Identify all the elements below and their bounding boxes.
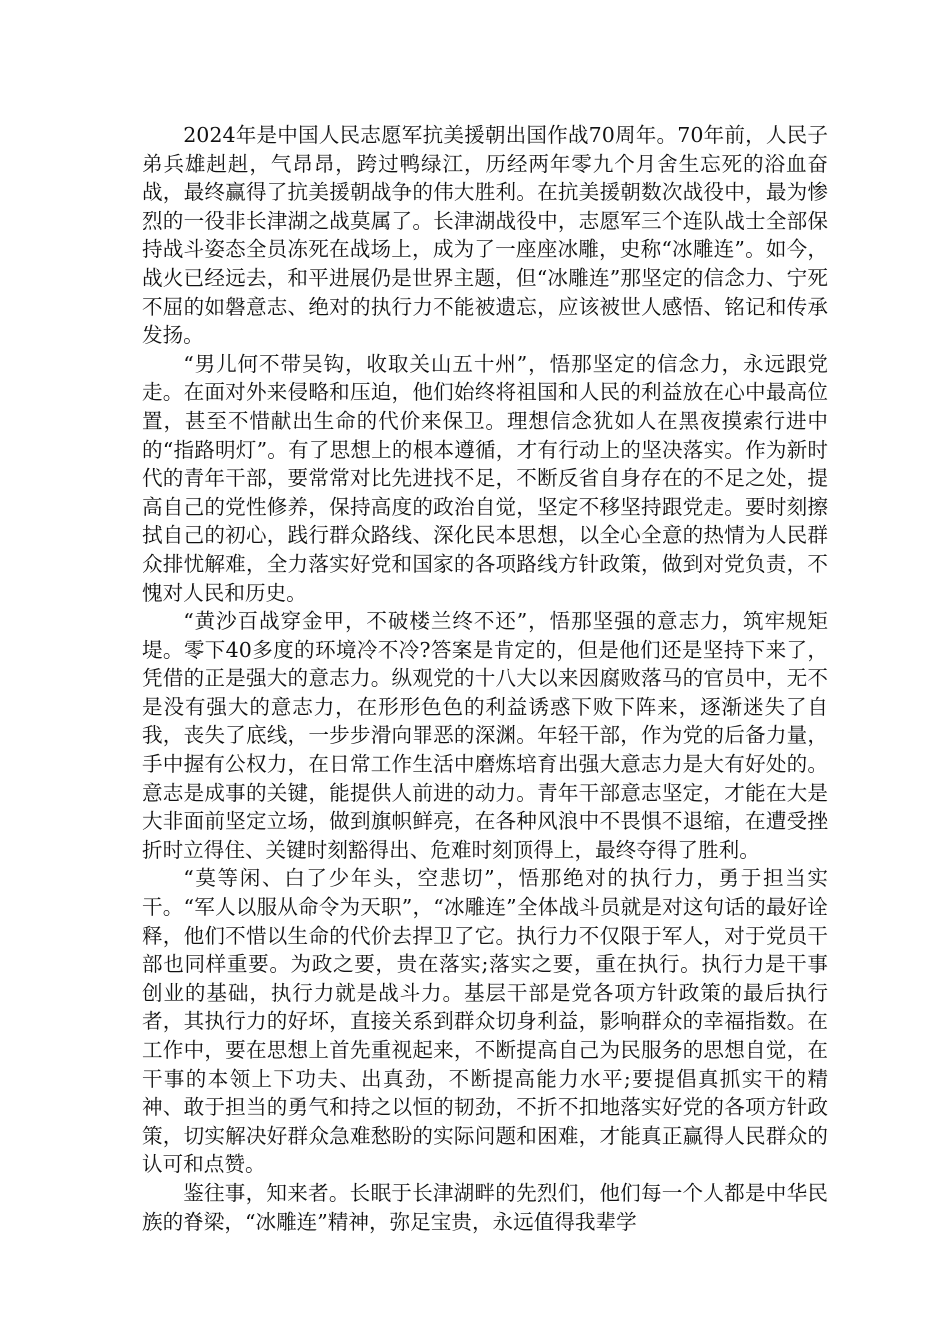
paragraph-willpower: “黄沙百战穿金甲，不破楼兰终不还”，悟那坚强的意志力，筑牢规矩堤。零下40多度的环境冷不冷?答案是肯定的，但是他们还是坚持下来了，凭借的正是强大的意志力。纵观党的十八大以来因腐败落马的官员中，无不是没有强大的意志力，在形形色色的利益诱惑下败下阵来，逐渐迷失了自我，丧失了底线，一步步滑向罪恶的深渊。年轻干部，作为党的后备力量，手中握有公权力，在日常工作生活中磨炼培育出强大意志力是大有好处的。意志是成事的关键，能提供人前进的动力。青年干部意志坚定，才能在大是大非面前坚定立场，做到旗帜鲜亮，在各种风浪中不畏惧不退缩，在遭受挫折时立得住、关键时刻豁得出、危难时刻顶得上，最终夺得了胜利。 (142, 609, 828, 862)
paragraph-intro: 2024年是中国人民志愿军抗美援朝出国作战70周年。70年前，人民子弟兵雄赳赳，气昂昂，跨过鸭绿江，历经两年零九个月舍生忘死的浴血奋战，最终赢得了抗美援朝战争的伟大胜利。在抗美援朝数次战役中，最为惨烈的一役非长津湖之战莫属了。长津湖战役中，志愿军三个连队战士全部保持战斗姿态全员冻死在战场上，成为了一座座冰雕，史称“冰雕连”。如今，战火已经远去，和平进展仍是世界主题，但“冰雕连”那坚定的信念力、宁死不屈的如磐意志、绝对的执行力不能被遗忘，应该被世人感悟、铭记和传承发扬。 (142, 123, 828, 348)
paragraph-execution: “莫等闲、白了少年头，空悲切”，悟那绝对的执行力，勇于担当实干。“军人以服从命令为天职”，“冰雕连”全体战斗员就是对这句话的最好诠释，他们不惜以生命的代价去捍卫了它。执行力不仅限于军人，对于党员干部也同样重要。为政之要，贵在落实;落实之要，重在执行。执行力是干事创业的基础，执行力就是战斗力。基层干部是党各项方针政策的最后执行者，其执行力的好坏，直接关系到群众切身利益，影响群众的幸福指数。在工作中，要在思想上首先重视起来，不断提高自己为民服务的思想自觉，在干事的本领上下功夫、出真劲，不断提高能力水平;要提倡真抓实干的精神、敢于担当的勇气和持之以恒的韧劲，不折不扣地落实好党的各项方针政策，切实解决好群众急难愁盼的实际问题和困难，才能真正赢得人民群众的认可和点赞。 (142, 866, 828, 1177)
document-page (142, 121, 828, 1236)
paragraph-conclusion: 鉴往事，知来者。长眠于长津湖畔的先烈们，他们每一个人都是中华民族的脊梁，“冰雕连”精神，弥足宝贵，永远值得我辈学 (142, 1180, 828, 1234)
paragraph-belief: “男儿何不带吴钩，收取关山五十州”，悟那坚定的信念力，永远跟党走。在面对外来侵略和压迫，他们始终将祖国和人民的利益放在心中最高位置，甚至不惜献出生命的代价来保卫。理想信念犹如人在黑夜摸索行进中的“指路明灯”。有了思想上的根本遵循，才有行动上的坚决落实。作为新时代的青年干部，要常常对比先进找不足，不断反省自身存在的不足之处，提高自己的党性修养，保持高度的政治自觉，坚定不移坚持跟党走。要时刻擦拭自己的初心，践行群众路线、深化民本思想，以全心全意的热情为人民群众排忧解难，全力落实好党和国家的各项路线方针政策，做到对党负责，不愧对人民和历史。 (142, 351, 828, 605)
